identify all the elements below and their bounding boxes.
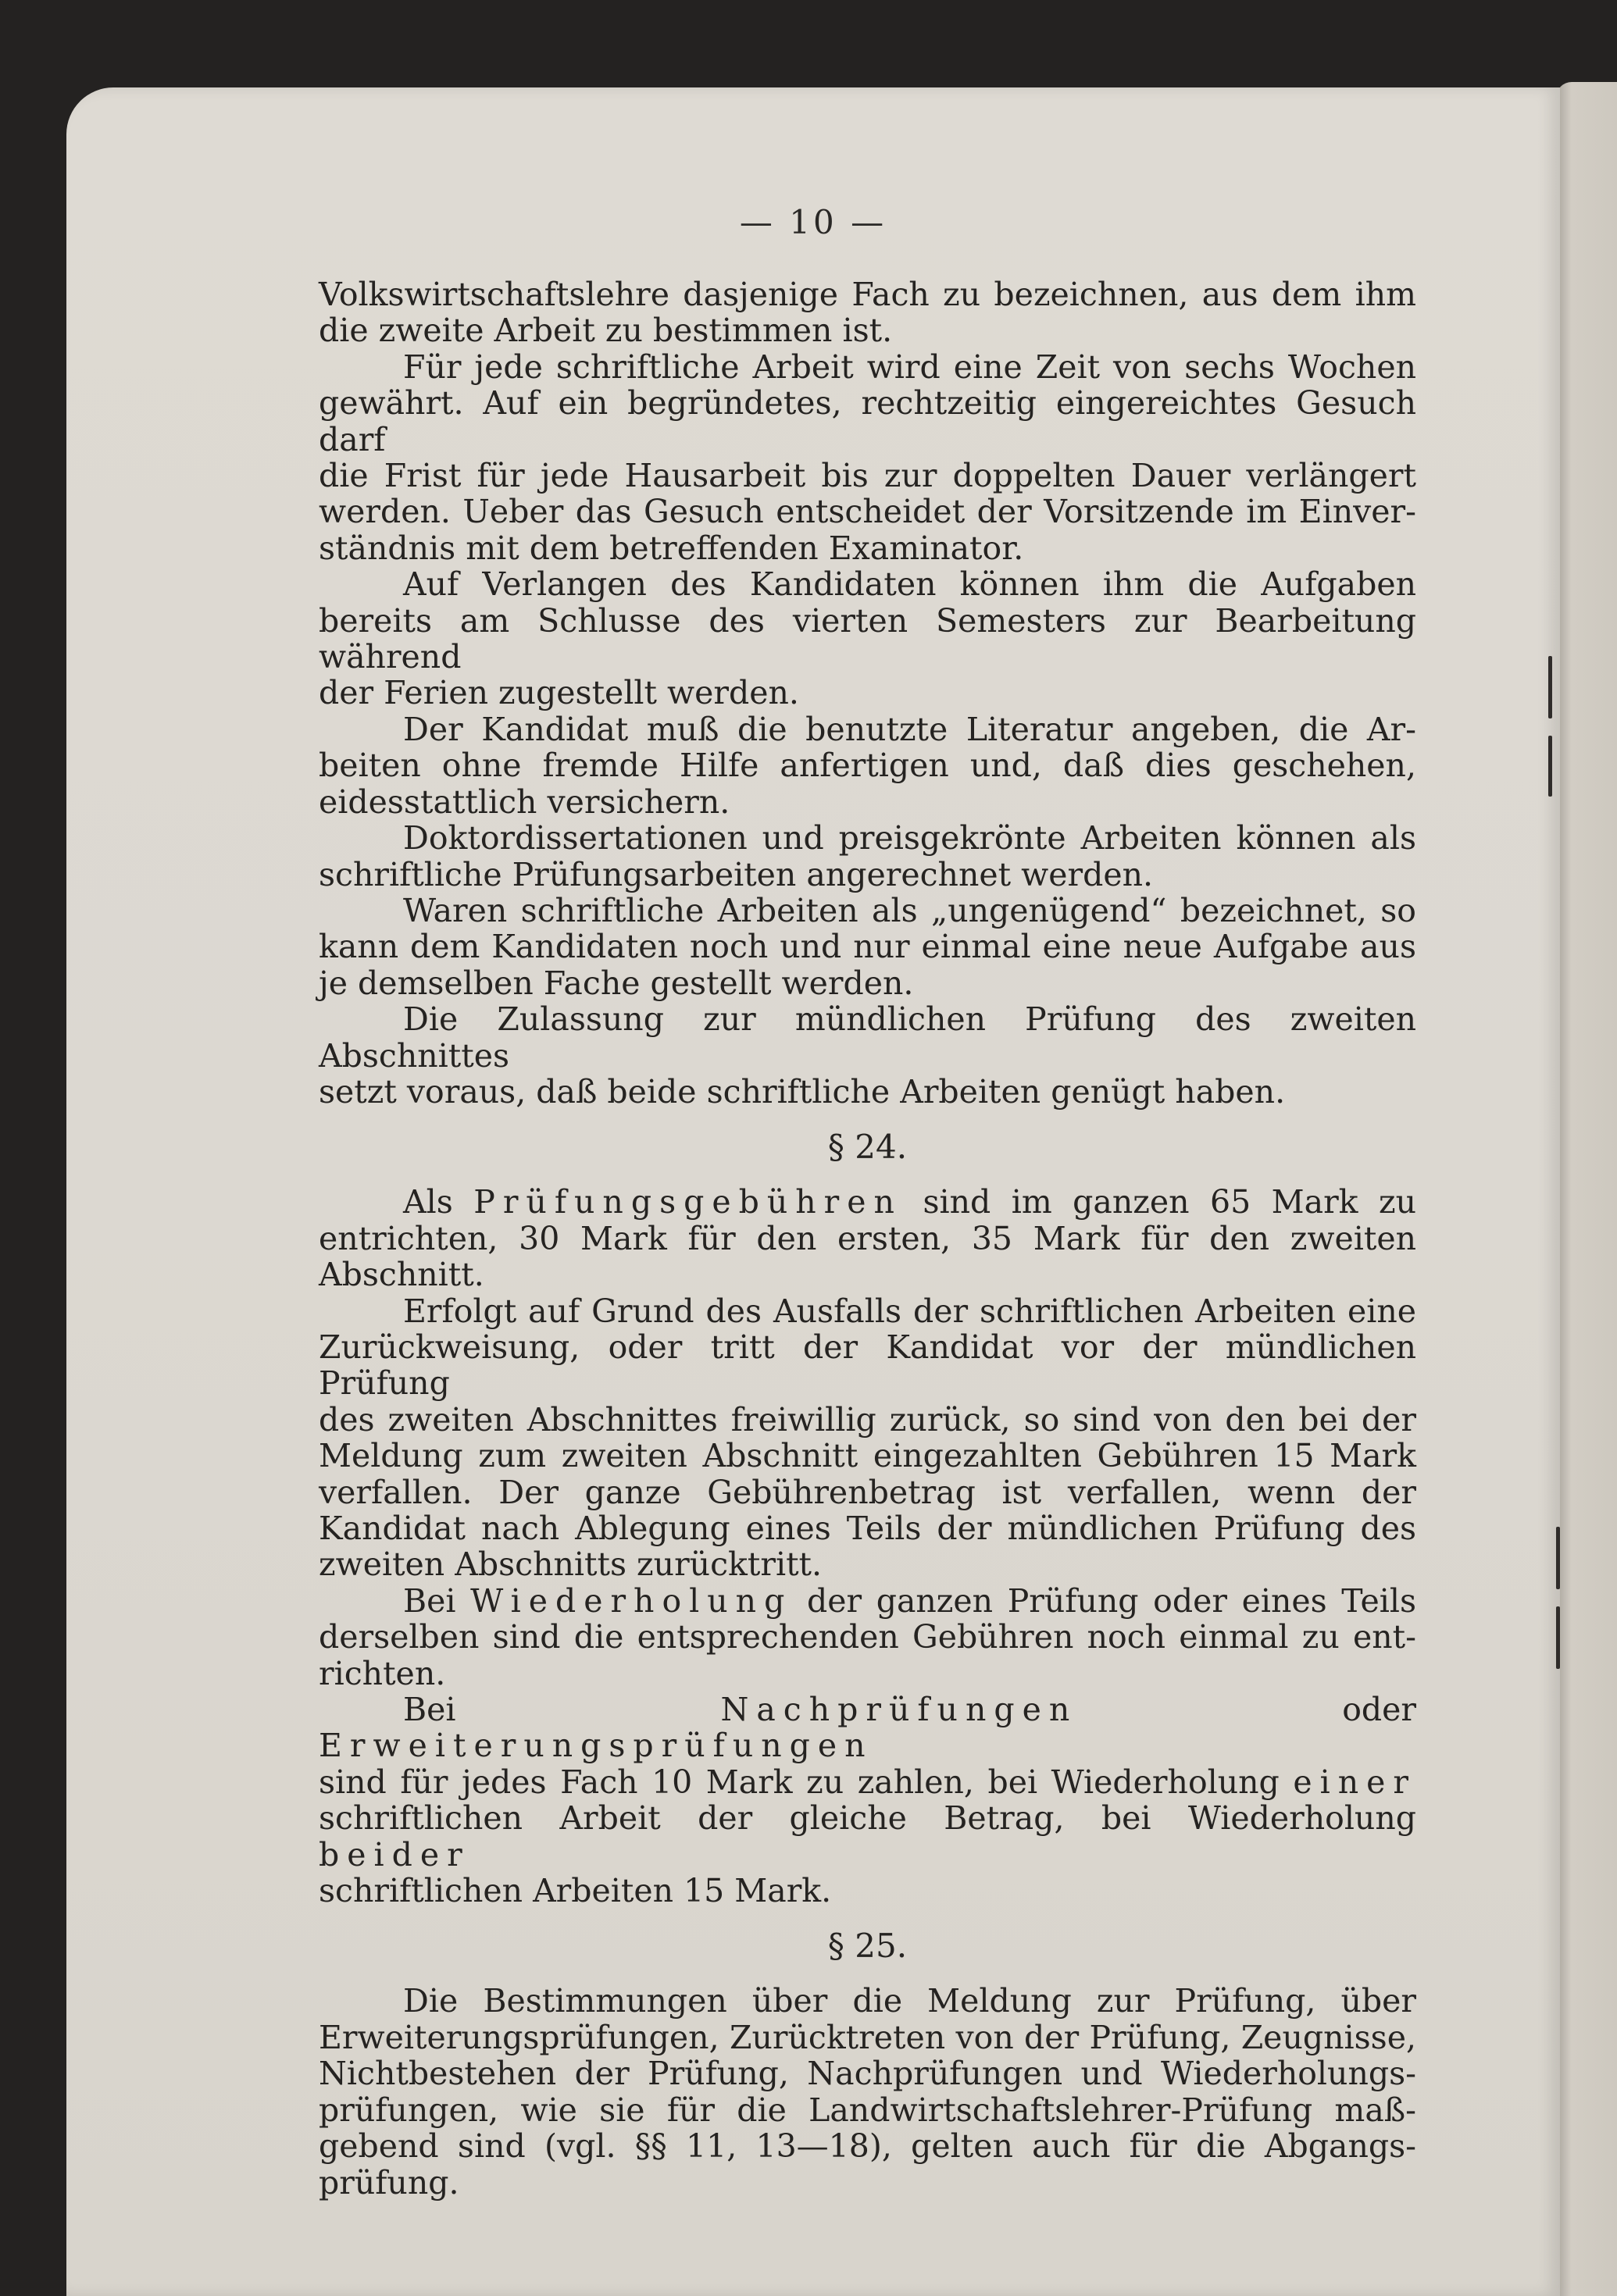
- paragraph-line: prüfung.: [319, 2163, 459, 2202]
- margin-mark: [1556, 1606, 1560, 1669]
- section-heading-25: § 25.: [827, 1927, 908, 1966]
- margin-mark: [1556, 1527, 1560, 1589]
- paragraph-line: Meldung zum zweiten Abschnitt eingezahlten Gebühren 15 Mark: [319, 1437, 1416, 1475]
- paragraph-line: entrichten, 30 Mark für den ersten, 35 Mark für den zweiten: [319, 1219, 1416, 1257]
- paragraph-line: schriftlichen Arbeiten 15 Mark.: [319, 1872, 832, 1910]
- paragraph-line: kann dem Kandidaten noch und nur einmal eine neue Aufgabe aus: [319, 928, 1416, 966]
- paragraph-line: die Frist für jede Hausarbeit bis zur doppelten Dauer verlängert: [319, 457, 1416, 495]
- paragraph-line: eidesstattlich versichern.: [319, 783, 730, 821]
- paragraph-line: beiten ohne fremde Hilfe anfertigen und, daß dies geschehen,: [319, 747, 1416, 785]
- paragraph-line: gebend sind (vgl. §§ 11, 13—18), gelten auch für die Abgangs-: [319, 2127, 1416, 2166]
- paragraph-line: setzt voraus, daß beide schriftliche Arbeiten genügt haben.: [319, 1072, 1286, 1111]
- margin-mark: [1548, 656, 1552, 718]
- spaced-term: beider: [319, 1835, 470, 1874]
- paragraph-line: Waren schriftliche Arbeiten als „ungenügend“ bezeichnet, so: [403, 891, 1416, 929]
- paragraph-line: des zweiten Abschnittes freiwillig zurück, so sind von den bei der: [319, 1400, 1416, 1439]
- spaced-term: Prüfungsgebühren: [473, 1183, 902, 1221]
- paragraph-line: Kandidat nach Ablegung eines Teils der mündlichen Prüfung des: [319, 1510, 1416, 1547]
- paragraph-line: Bei Nachprüfungen oder Erweiterungsprüfungen: [319, 1691, 1416, 1765]
- paragraph-line: prüfungen, wie sie für die Landwirtschaftslehrer-Prüfung maß-: [319, 2091, 1416, 2129]
- document-page: [66, 87, 1560, 2296]
- paragraph-line: Abschnitt.: [319, 1256, 484, 1294]
- paragraph-line: bereits am Schlusse des vierten Semesters zur Bearbeitung während: [319, 601, 1416, 676]
- paragraph-line: Als Prüfungsgebühren sind im ganzen 65 Mark zu: [403, 1183, 1416, 1221]
- page-number: — 10 —: [739, 203, 887, 241]
- paragraph-line: zweiten Abschnitts zurücktritt.: [319, 1546, 823, 1584]
- section-heading-24: § 24.: [827, 1128, 908, 1167]
- spaced-term: Nachprüfungen: [720, 1691, 1078, 1729]
- paragraph-line: richten.: [319, 1654, 446, 1692]
- paragraph-line: Erfolgt auf Grund des Ausfalls der schriftlichen Arbeiten eine: [403, 1292, 1416, 1330]
- paragraph-line: schriftlichen Arbeit der gleiche Betrag, bei Wiederholung beider: [319, 1799, 1416, 1874]
- paragraph-line: Die Bestimmungen über die Meldung zur Prüfung, über: [403, 1982, 1416, 2020]
- spaced-term: einer: [1293, 1763, 1416, 1801]
- paragraph-line: Für jede schriftliche Arbeit wird eine Zeit von sechs Wochen: [403, 348, 1416, 386]
- spaced-term: Erweiterungsprüfungen: [319, 1727, 873, 1765]
- paragraph-line: derselben sind die entsprechenden Gebühren noch einmal zu ent-: [319, 1618, 1416, 1656]
- paragraph-line: gewährt. Auf ein begründetes, rechtzeitig eingereichtes Gesuch darf: [319, 384, 1416, 458]
- spaced-term: Wiederholung: [470, 1581, 793, 1620]
- paragraph-line: der Ferien zugestellt werden.: [319, 674, 799, 712]
- paragraph-line: Die Zulassung zur mündlichen Prüfung des zweiten Abschnittes: [319, 1000, 1416, 1075]
- paragraph-line: Erweiterungsprüfungen, Zurücktreten von der Prüfung, Zeugnisse,: [319, 2018, 1416, 2056]
- margin-mark: [1548, 736, 1552, 797]
- paragraph-line: verfallen. Der ganze Gebührenbetrag ist verfallen, wenn der: [319, 1473, 1416, 1511]
- paragraph-line: Zurückweisung, oder tritt der Kandidat vor der mündlichen Prüfung: [319, 1328, 1416, 1403]
- paragraph-line: Doktordissertationen und preisgekrönte Arbeiten können als: [403, 819, 1416, 857]
- paragraph-line: sind für jedes Fach 10 Mark zu zahlen, bei Wiederholung einer: [319, 1763, 1416, 1801]
- paragraph-line: ständnis mit dem betreffenden Examinator.: [319, 529, 1024, 567]
- paragraph-line: schriftliche Prüfungsarbeiten angerechnet werden.: [319, 855, 1154, 893]
- next-page-edge: [1556, 82, 1617, 2296]
- paragraph-line: Auf Verlangen des Kandidaten können ihm die Aufgaben: [403, 565, 1416, 604]
- paragraph-line: Bei Wiederholung der ganzen Prüfung oder eines Teils: [403, 1581, 1416, 1620]
- paragraph-line: Volkswirtschaftslehre dasjenige Fach zu bezeichnen, aus dem ihm: [319, 276, 1416, 313]
- paragraph-line: Der Kandidat muß die benutzte Literatur angeben, die Ar-: [403, 710, 1416, 748]
- paragraph-line: werden. Ueber das Gesuch entscheidet der Vorsitzende im Einver-: [319, 493, 1416, 531]
- paragraph-line: je demselben Fache gestellt werden.: [319, 964, 914, 1002]
- paragraph-line: Nichtbestehen der Prüfung, Nachprüfungen und Wiederholungs-: [319, 2055, 1416, 2093]
- body-text: [319, 276, 1416, 2201]
- paragraph-line: die zweite Arbeit zu bestimmen ist.: [319, 312, 893, 350]
